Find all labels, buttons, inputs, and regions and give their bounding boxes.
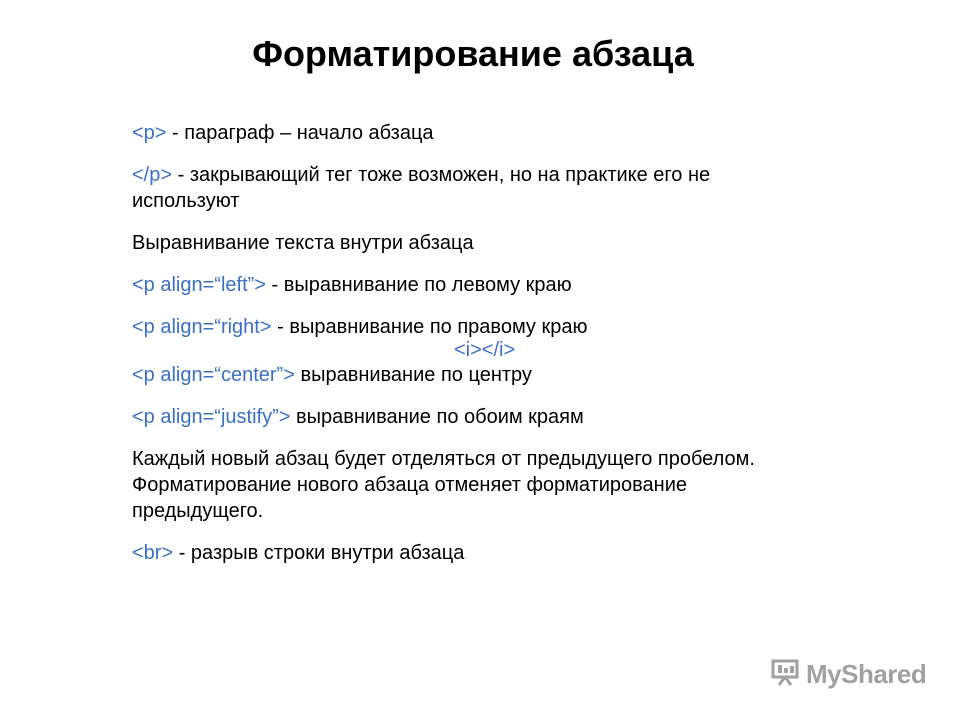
paragraph-alignment-heading [132, 230, 812, 256]
html-tag-align-center: <p align=“center”> [132, 364, 295, 386]
watermark-logo [770, 654, 926, 694]
paragraph-align-center [132, 362, 812, 388]
paragraph-br-tag [132, 540, 812, 566]
paragraph-text: Каждый новый абзац будет отделяться от предыдущего пробелом. Форматирование нового абзаца отменяет форматирование предыдущего. [132, 448, 755, 522]
html-tag-align-left: <p align=“left”> [132, 274, 266, 296]
paragraph-text: - выравнивание по правому краю [271, 316, 588, 338]
presentation-icon [770, 657, 800, 692]
paragraph-closing-p [132, 162, 812, 214]
paragraph-p-tag [132, 120, 812, 146]
html-tag-align-justify: <p align=“justify”> [132, 406, 291, 428]
paragraph-text: - выравнивание по левому краю [265, 274, 572, 296]
italic-tags: <i></i> [454, 339, 516, 361]
paragraph-text: - закрывающий тег тоже возможен, но на практике его не используют [132, 164, 711, 212]
paragraph-text: Выравнивание текста внутри абзаца [132, 232, 474, 254]
paragraph-align-left [132, 272, 812, 298]
paragraph-new-paragraph-note [132, 446, 812, 524]
paragraph-align-right [132, 314, 812, 340]
slide-content [132, 120, 812, 582]
html-tag-br: <br> [132, 542, 174, 564]
paragraph-text: - разрыв строки внутри абзаца [173, 542, 465, 564]
html-tag-p: <p> [132, 122, 167, 144]
paragraph-text: - параграф – начало абзаца [166, 122, 434, 144]
html-tag-align-right: <p align=“right> [132, 316, 272, 338]
slide-title: Форматирование абзаца [252, 33, 694, 74]
paragraph-align-justify [132, 404, 812, 430]
paragraph-text: выравнивание по обоим краям [290, 406, 584, 428]
watermark-text: MyShared [806, 658, 927, 689]
html-tag-closing-p: </p> [132, 164, 173, 186]
paragraph-text: выравнивание по центру [294, 364, 532, 386]
